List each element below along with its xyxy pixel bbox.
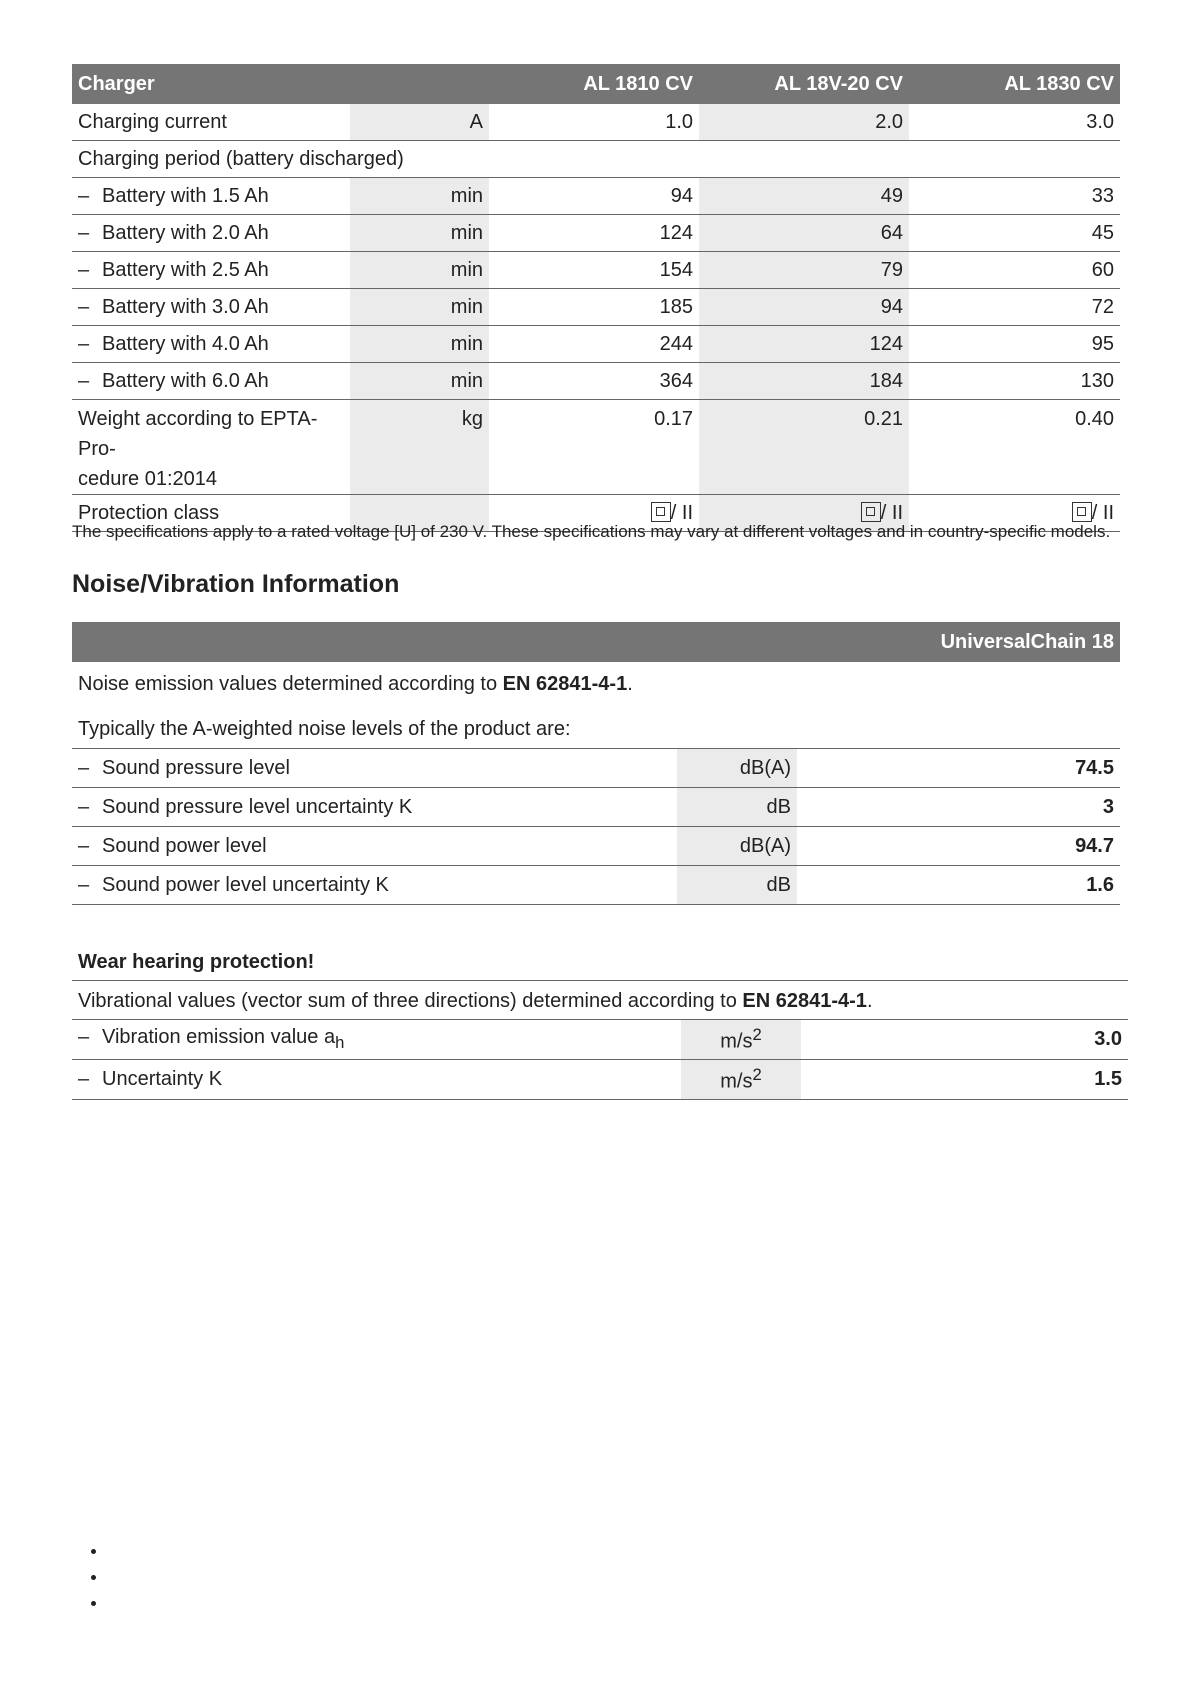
row-label — [72, 400, 350, 495]
cell-value: 72 — [909, 289, 1120, 326]
row-unit: dB(A) — [677, 827, 797, 866]
table-row — [72, 363, 1120, 400]
cell-value: 94 — [489, 178, 699, 215]
row-unit: min — [350, 289, 489, 326]
table-row — [72, 1020, 1128, 1060]
table-row — [72, 400, 1120, 495]
row-label — [72, 326, 350, 363]
row-unit: min — [350, 363, 489, 400]
protection-class-value: / II — [1091, 501, 1115, 524]
cell-value: 124 — [699, 326, 909, 363]
battery-label: Battery with 6.0 Ah — [102, 369, 269, 392]
vibration-label: Vibration emission value a — [102, 1026, 336, 1048]
row-label — [72, 749, 677, 788]
dash-marker: – — [78, 1026, 90, 1048]
table-row — [72, 866, 1120, 905]
row-label — [72, 178, 350, 215]
product-header: UniversalChain 18 — [72, 622, 1120, 662]
cell-value: 185 — [489, 289, 699, 326]
row-unit: min — [350, 178, 489, 215]
noise-label: Sound pressure level — [102, 756, 290, 779]
protection-class-value: / II — [670, 501, 694, 524]
row-unit: dB — [677, 866, 797, 905]
vibration-intro — [72, 981, 1128, 1020]
row-unit — [681, 1020, 801, 1060]
battery-label: Battery with 1.5 Ah — [102, 184, 269, 207]
cell-value: 3.0 — [801, 1020, 1128, 1060]
battery-label: Battery with 4.0 Ah — [102, 332, 269, 355]
protection-class-icon — [651, 502, 671, 522]
row-unit: dB — [677, 788, 797, 827]
cell-value: 49 — [699, 178, 909, 215]
cell-value: 124 — [489, 215, 699, 252]
dash-marker: – — [78, 795, 90, 818]
label-subscript: h — [335, 1033, 345, 1052]
row-unit — [681, 1060, 801, 1100]
cell-value: 0.17 — [489, 400, 699, 495]
row-label: Protection class — [72, 495, 350, 532]
hearing-protection-warning: Wear hearing protection! — [72, 940, 1128, 981]
vibration-table — [72, 940, 1128, 1100]
battery-label: Battery with 3.0 Ah — [102, 295, 269, 318]
cell-value: 1.0 — [489, 104, 699, 141]
table-row — [72, 827, 1120, 866]
intro-prefix: Noise emission values determined according to — [78, 673, 503, 695]
cell-value: 2.0 — [699, 104, 909, 141]
intro-suffix: . — [627, 673, 633, 695]
cell-value: 244 — [489, 326, 699, 363]
noise-label: Sound power level uncertainty K — [102, 873, 389, 896]
dash-marker: – — [78, 369, 90, 392]
cell-value: 1.6 — [797, 866, 1120, 905]
noise-label: Sound pressure level uncertainty K — [102, 795, 413, 818]
protection-class-icon — [861, 502, 881, 522]
table-row — [72, 1060, 1128, 1100]
charger-header-label: Charger — [72, 64, 489, 104]
charger-header-row — [72, 64, 1120, 104]
intro-standard: EN 62841-4-1 — [502, 673, 628, 695]
section-heading: Noise/Vibration Information — [72, 570, 400, 598]
vibration-label: Uncertainty K — [102, 1068, 223, 1090]
noise-typical: Typically the A-weighted noise levels of the product are: — [72, 706, 1120, 749]
spec-note: The specifications apply to a rated voltage [U] of 230 V. These specifications may vary at different voltages and in country-specific models. — [72, 522, 1111, 541]
cell-value: 60 — [909, 252, 1120, 289]
row-unit: A — [350, 104, 489, 141]
table-row — [72, 749, 1120, 788]
cell-value: 3.0 — [909, 104, 1120, 141]
cell-value: 154 — [489, 252, 699, 289]
cell-value: 0.21 — [699, 400, 909, 495]
noise-intro — [72, 662, 1120, 706]
table-row — [72, 215, 1120, 252]
dash-marker: – — [78, 221, 90, 244]
protection-class-icon — [1072, 502, 1092, 522]
weight-label-line2: cedure 01:2014 — [78, 468, 218, 490]
charger-spec-table — [72, 64, 1120, 532]
cell-value: 64 — [699, 215, 909, 252]
table-row — [72, 104, 1120, 141]
table-row — [72, 252, 1120, 289]
row-label — [72, 1020, 681, 1060]
cell-value: 94 — [699, 289, 909, 326]
row-unit: kg — [350, 400, 489, 495]
unit-text: m/s — [720, 1030, 753, 1053]
row-unit: min — [350, 326, 489, 363]
empty-bullet-list — [88, 1540, 108, 1618]
unit-superscript: 2 — [752, 1025, 762, 1045]
cell-value: 364 — [489, 363, 699, 400]
model-header-al18v20cv: AL 18V-20 CV — [699, 64, 909, 104]
row-label — [72, 866, 677, 905]
row-label — [72, 252, 350, 289]
group-label: Charging period (battery discharged) — [72, 141, 1120, 178]
noise-table — [72, 622, 1120, 905]
unit-superscript: 2 — [752, 1065, 762, 1085]
table-row — [72, 788, 1120, 827]
unit-text: m/s — [720, 1070, 753, 1093]
battery-label: Battery with 2.0 Ah — [102, 221, 269, 244]
dash-marker: – — [78, 834, 90, 857]
table-row — [72, 289, 1120, 326]
cell-value: 184 — [699, 363, 909, 400]
row-label — [72, 289, 350, 326]
intro-suffix: . — [866, 990, 873, 1012]
cell-value: 130 — [909, 363, 1120, 400]
dash-marker: – — [78, 756, 90, 779]
noise-label: Sound power level — [102, 834, 267, 857]
cell-value: 33 — [909, 178, 1120, 215]
dash-marker: – — [78, 258, 90, 281]
table-row — [72, 326, 1120, 363]
cell-value: 79 — [699, 252, 909, 289]
row-label — [72, 363, 350, 400]
row-unit: min — [350, 215, 489, 252]
cell-value: 74.5 — [797, 749, 1120, 788]
row-label — [72, 215, 350, 252]
row-label — [72, 1060, 681, 1100]
dash-marker: – — [78, 873, 90, 896]
table-row — [72, 178, 1120, 215]
cell-value: 94.7 — [797, 827, 1120, 866]
battery-label: Battery with 2.5 Ah — [102, 258, 269, 281]
protection-class-value: / II — [880, 501, 904, 524]
table-row — [72, 141, 1120, 178]
row-label — [72, 827, 677, 866]
row-label: Charging current — [72, 104, 350, 141]
model-header-al1810cv: AL 1810 CV — [489, 64, 699, 104]
dash-marker: – — [78, 295, 90, 318]
dash-marker: – — [78, 1068, 90, 1090]
dash-marker: – — [78, 332, 90, 355]
cell-value: 95 — [909, 326, 1120, 363]
cell-value: 0.40 — [909, 400, 1120, 495]
row-label — [72, 788, 677, 827]
intro-standard: EN 62841-4-1 — [742, 990, 867, 1012]
cell-value: 1.5 — [801, 1060, 1128, 1100]
intro-prefix: Vibrational values (vector sum of three directions) determined according to — [78, 990, 743, 1012]
row-unit: dB(A) — [677, 749, 797, 788]
dash-marker: – — [78, 184, 90, 207]
weight-label-line1: Weight according to EPTA-Pro- — [78, 408, 318, 460]
cell-value: 3 — [797, 788, 1120, 827]
row-unit: min — [350, 252, 489, 289]
model-header-al1830cv: AL 1830 CV — [909, 64, 1120, 104]
cell-value: 45 — [909, 215, 1120, 252]
